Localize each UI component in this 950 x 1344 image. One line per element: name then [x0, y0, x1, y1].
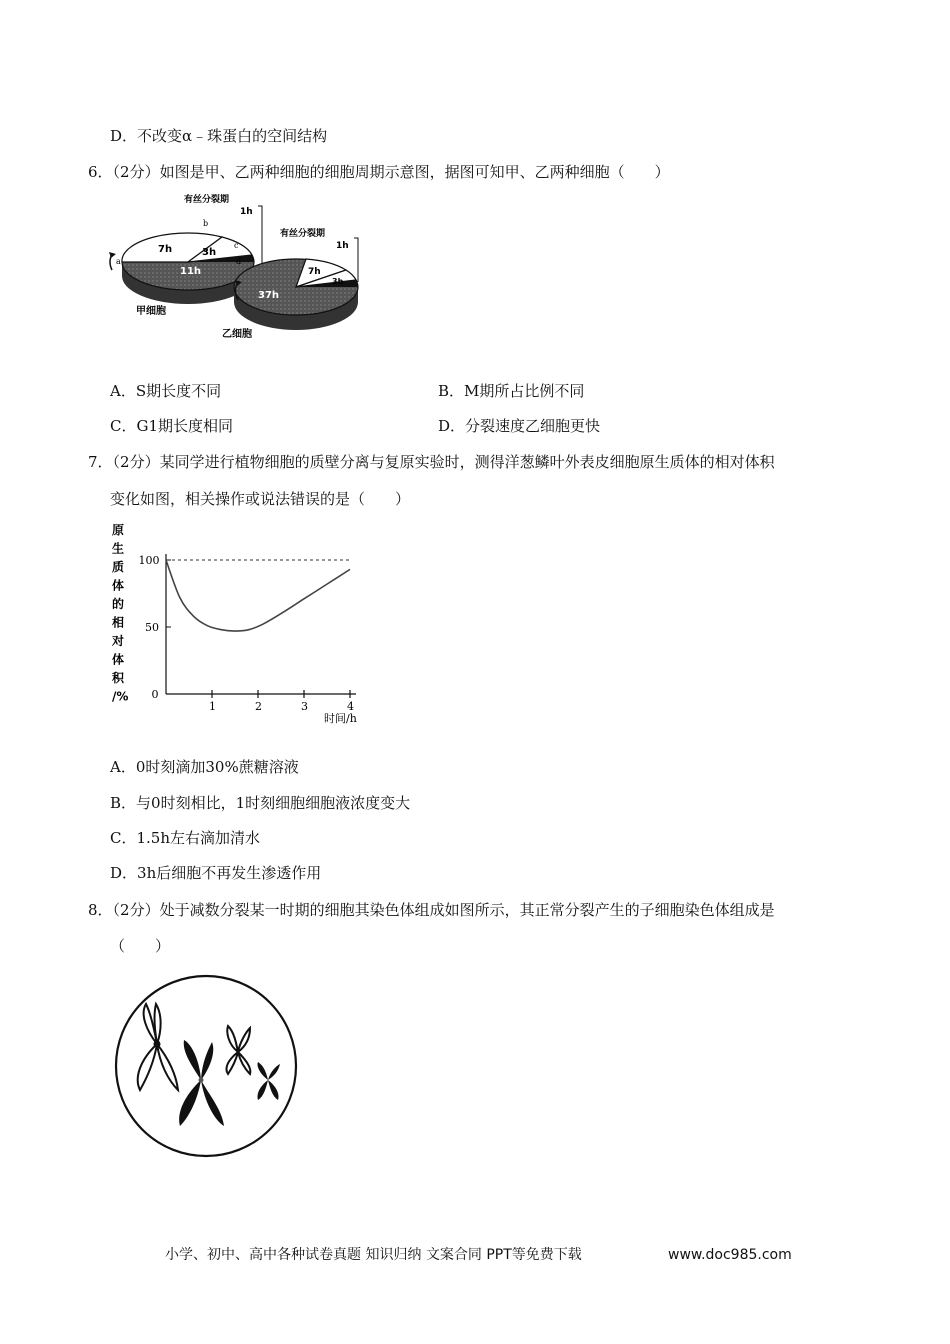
x-tick-label-4: 4 [347, 700, 354, 713]
x-axis-label: 时间/h [324, 712, 357, 725]
cell1-m-bracket [256, 206, 262, 272]
y-label-char: 的 [112, 597, 125, 611]
q7-option-d: D．3h后细胞不再发生渗透作用 [110, 864, 322, 882]
q7-option-c: C．1.5h左右滴加清水 [110, 829, 260, 847]
chromosome-cell-figure [110, 970, 306, 1166]
q8-stem-paren: （ ） [110, 937, 171, 955]
cell2-m-bracket [354, 238, 358, 282]
q7-option-b: B．与0时刻相比，1时刻细胞细胞液浓度变大 [110, 794, 411, 812]
q8-stem: 8．（2分）处于减数分裂某一时期的细胞其染色体组成如图所示，其正常分裂产生的子细胞染色体组成是 [88, 901, 775, 919]
y-label-char: 积 [112, 671, 125, 685]
x-tick-label-1: 1 [209, 700, 216, 713]
cell1-point-b: b [203, 219, 209, 228]
cell-cycle-figure [100, 192, 380, 344]
cell1-point-d: d [236, 257, 242, 266]
cell2-pie [234, 259, 358, 330]
q6-option-d: D．分裂速度乙细胞更快 [438, 417, 601, 435]
y-label-char: /% [112, 689, 129, 704]
cell1-g2-time: 7h [158, 244, 173, 255]
protoplast-volume-chart [104, 516, 374, 728]
cell1-g1-time: 11h [180, 266, 202, 277]
q7-stem-line1: 7．（2分）某同学进行植物细胞的质壁分离与复原实验时，测得洋葱鳞叶外表皮细胞原生质体的相对体积 [88, 453, 775, 471]
y-label-char: 体 [112, 578, 125, 593]
y-axis-label [111, 522, 128, 704]
cell2-m-time: 1h [336, 241, 349, 251]
y-label-char: 体 [112, 652, 125, 667]
q6-option-b: B．M期所占比例不同 [438, 382, 585, 400]
q5-option-d: D．不改变α﹣珠蛋白的空间结构 [110, 127, 328, 145]
cell2-name: 乙细胞 [222, 329, 252, 340]
q7-option-a: A．0时刻滴加30%蔗糖溶液 [110, 758, 299, 776]
cell2-g1-time: 37h [258, 290, 280, 301]
cell1-name: 甲细胞 [136, 306, 166, 317]
cell1-point-a: a [116, 257, 121, 266]
q6-option-c: C．G1期长度相同 [110, 417, 234, 435]
footer-url[interactable]: www.doc985.com [668, 1247, 792, 1263]
y-tick-label-0: 0 [151, 688, 159, 701]
footer-text: 小学、初中、高中各种试卷真题 知识归纳 文案合同 PPT等免费下载 [165, 1247, 582, 1263]
y-label-char: 质 [112, 560, 125, 574]
series-line [166, 560, 350, 631]
y-tick-label-100: 100 [138, 554, 160, 567]
cell1-m-label: 有丝分裂期 [184, 195, 230, 205]
q6-stem: 6．（2分）如图是甲、乙两种细胞的细胞周期示意图，据图可知甲、乙两种细胞（ ） [88, 163, 670, 181]
cell1-m-time: 1h [240, 207, 253, 217]
cell2-s-time: 7h [308, 267, 321, 277]
cell1-s-time: 3h [202, 247, 217, 258]
q6-option-a: A．S期长度不同 [110, 382, 222, 400]
cell1-point-c: c [234, 241, 239, 250]
y-label-char: 原 [112, 523, 125, 537]
x-tick-label-2: 2 [255, 700, 262, 713]
x-tick-label-3: 3 [301, 700, 308, 713]
y-label-char: 对 [112, 634, 125, 648]
y-label-char: 生 [112, 541, 125, 556]
y-tick-label-50: 50 [145, 621, 159, 634]
cell2-g2-time: 3h [332, 277, 344, 286]
y-label-char: 相 [112, 615, 125, 630]
q7-stem-line2: 变化如图，相关操作或说法错误的是（ ） [110, 490, 411, 508]
cell2-m-label: 有丝分裂期 [280, 229, 326, 239]
